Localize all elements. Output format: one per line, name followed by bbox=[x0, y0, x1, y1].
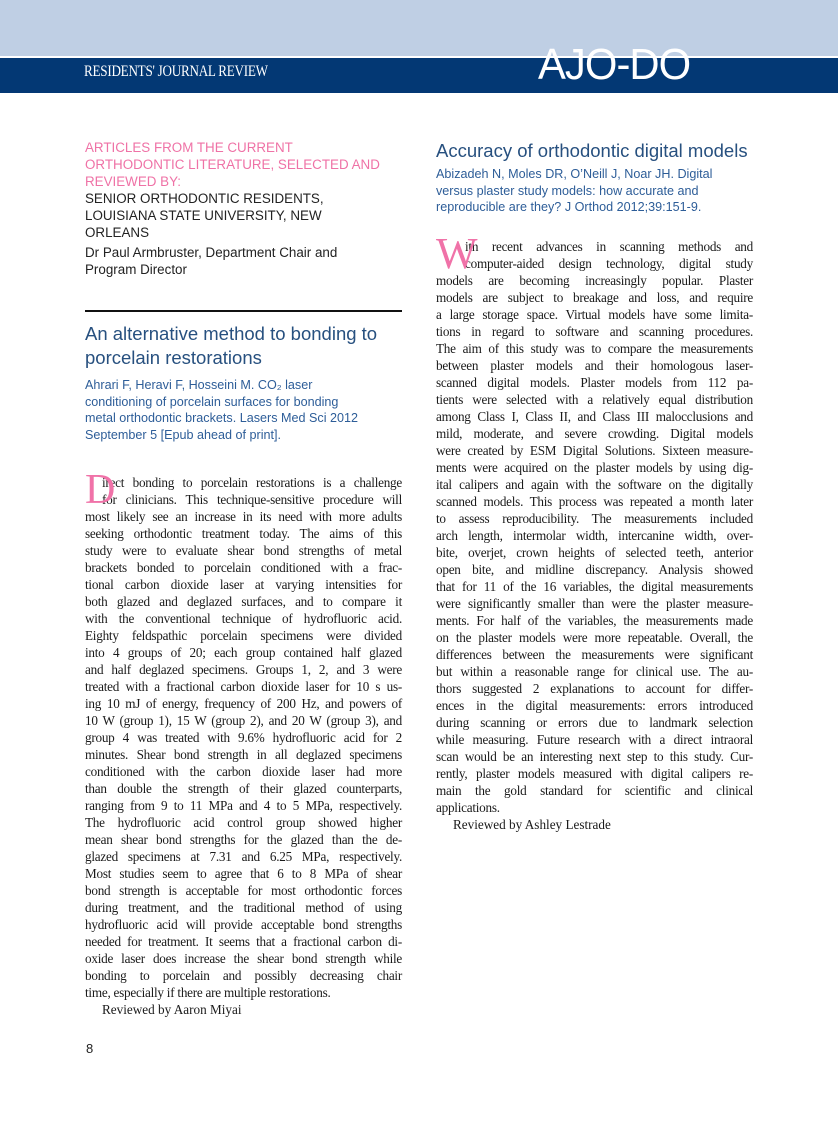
citation-line: Ahrari F, Heravi F, Hosseini M. CO₂ laser bbox=[85, 378, 313, 392]
article-title bbox=[85, 322, 402, 370]
body-line: bonding to porcelain and possibly decreasing chair bbox=[85, 968, 402, 983]
citation-line: September 5 [Epub ahead of print]. bbox=[85, 427, 282, 442]
journal-logo: AJO-DO bbox=[538, 40, 691, 89]
intro-chair bbox=[85, 244, 402, 278]
body-line: group 4 was treated with 9.6% hydrofluoric acid for 2 bbox=[85, 730, 402, 745]
body-line: Most studies seem to agree that 6 to 8 MPa of shear bbox=[85, 866, 402, 881]
body-line: while measuring. Future research with a direct intraoral bbox=[436, 731, 753, 747]
intro-block bbox=[85, 139, 402, 278]
body-line: minutes. Shear bond strength in all deglazed specimens bbox=[85, 747, 402, 762]
article-citation bbox=[436, 166, 753, 216]
article-citation bbox=[85, 377, 402, 443]
body-line: hydrofluoric acid will provide acceptable bond strengths bbox=[85, 917, 402, 932]
body-line: with the conventional technique of hydrofluoric acid. bbox=[85, 611, 402, 626]
body-line: bond strength is acceptable for most orthodontic forces bbox=[85, 883, 402, 898]
body-line: models are subject to breakage and loss, and require bbox=[436, 289, 753, 305]
body-line: scanned digital models. Plaster models from 112 pa- bbox=[436, 374, 753, 390]
body-line: applications. bbox=[436, 799, 500, 815]
body-line: The hydrofluoric acid control group showed higher bbox=[85, 815, 402, 830]
intro-residents-line: SENIOR ORTHODONTIC RESIDENTS, bbox=[85, 191, 324, 206]
body-line: bite, overjet, crown heights of selected teeth, anterior bbox=[436, 544, 753, 560]
body-line: 10 W (group 1), 15 W (group 2), and 20 W (group 3), and bbox=[85, 713, 402, 728]
body-line: The aim of this study was to compare the measurements bbox=[436, 340, 753, 356]
body-line: ences in the digital measurements: errors introduced bbox=[436, 697, 753, 713]
article-title bbox=[436, 139, 753, 163]
body-line: scanned models. This process was repeated a month later bbox=[436, 493, 753, 509]
intro-heading-line: REVIEWED BY: bbox=[85, 174, 181, 189]
body-line: than double the strength of their glazed counterparts, bbox=[85, 781, 402, 796]
body-line: ments. For half of the variables, the measurements made bbox=[436, 612, 753, 628]
intro-chair-line: Program Director bbox=[85, 262, 187, 277]
body-line: brackets bonded to porcelain conditioned with a frac- bbox=[85, 560, 402, 575]
article-body bbox=[85, 467, 402, 1001]
body-line: conditioned with the carbon dioxide laser had more bbox=[85, 764, 402, 779]
body-line: during treatment, and the traditional method of using bbox=[85, 900, 402, 915]
body-line: ments were acquired on the plaster models by using dig- bbox=[436, 459, 753, 475]
body-line: ital calipers and again with the software on the digitally bbox=[436, 476, 753, 492]
body-line: were significantly smaller than were the plaster measure- bbox=[436, 595, 753, 611]
article-2 bbox=[436, 139, 753, 833]
intro-heading-line: ORTHODONTIC LITERATURE, SELECTED AND bbox=[85, 157, 380, 172]
body-line: tions in regard to software and scanning procedures. bbox=[436, 323, 753, 339]
reviewer: Reviewed by Ashley Lestrade bbox=[453, 816, 611, 832]
title-line: porcelain restorations bbox=[85, 347, 262, 368]
intro-residents-line: ORLEANS bbox=[85, 225, 149, 240]
body-line: between plaster models and their homologous laser- bbox=[436, 357, 753, 373]
citation-line: Abizadeh N, Moles DR, O’Neill J, Noar JH. Digital bbox=[436, 167, 713, 181]
drop-cap: D bbox=[85, 467, 116, 513]
intro-residents bbox=[85, 190, 402, 241]
body-line: time, especially if there are multiple restorations. bbox=[85, 985, 331, 1000]
reviewer: Reviewed by Aaron Miyai bbox=[102, 1002, 242, 1017]
header-light-band bbox=[0, 0, 838, 56]
body-line: a large storage space. Virtual models have some limita- bbox=[436, 306, 753, 322]
body-line: main the gold standard for scientific and clinical bbox=[436, 782, 753, 798]
article-1 bbox=[85, 322, 402, 1018]
body-line: tional carbon dioxide laser at varying intensities for bbox=[85, 577, 402, 592]
divider-rule bbox=[85, 310, 402, 312]
intro-heading bbox=[85, 139, 402, 190]
body-line: needed for treatment. It seems that a fractional carbon di- bbox=[85, 934, 402, 949]
body-line: ing 10 mJ of energy, frequency of 200 Hz, and powers of bbox=[85, 696, 402, 711]
body-line: scan would be an interesting next step to this study. Cur- bbox=[436, 748, 753, 764]
body-line: oxide laser does increase the shear bond strength while bbox=[85, 951, 402, 966]
body-line: treated with a fractional carbon dioxide laser for 10 s us- bbox=[85, 679, 402, 694]
body-line: ith recent advances in scanning methods and bbox=[465, 238, 753, 254]
title-line: An alternative method to bonding to bbox=[85, 323, 378, 344]
body-line: mild, moderate, and severe crowding. Digital models bbox=[436, 425, 753, 441]
title-line: Accuracy of orthodontic digital models bbox=[436, 140, 748, 161]
body-line: models are becoming increasingly popular. Plaster bbox=[436, 272, 753, 288]
citation-line: conditioning of porcelain surfaces for bonding bbox=[85, 394, 339, 409]
body-line: seeking orthodontic treatment today. The aims of this bbox=[85, 526, 402, 541]
body-line: glazed specimens at 7.31 and 6.25 MPa, respectively. bbox=[85, 849, 402, 864]
body-line: study were to evaluate shear bond strengths of metal bbox=[85, 543, 402, 558]
body-line: were created by ESM Digital Solutions. Sixteen measure- bbox=[436, 442, 753, 458]
body-line: on the plaster models were more repeatable. Overall, the bbox=[436, 629, 753, 645]
citation-line: reproducible are they? J Orthod 2012;39:151-9. bbox=[436, 200, 702, 214]
intro-residents-line: LOUISIANA STATE UNIVERSITY, NEW bbox=[85, 208, 322, 223]
citation-line: versus plaster study models: how accurate and bbox=[436, 183, 699, 198]
article-body bbox=[436, 228, 753, 816]
section-title: RESIDENTS' JOURNAL REVIEW bbox=[84, 63, 268, 80]
body-line: to assess reproducibility. The measurements included bbox=[436, 510, 753, 526]
body-line: among Class I, Class II, and Class III malocclusions and bbox=[436, 408, 753, 424]
body-line: computer-aided design technology, digital study bbox=[465, 255, 753, 271]
body-line: and half deglazed specimens. Groups 1, 2, and 3 were bbox=[85, 662, 402, 677]
body-line: that for 11 of the 16 variables, the digital measurements bbox=[436, 578, 753, 594]
body-line: most likely see an increase in its need with more adults bbox=[85, 509, 402, 524]
body-line: both glazed and deglazed surfaces, and to compare it bbox=[85, 594, 402, 609]
body-line: thors suggested 2 explanations to account for differ- bbox=[436, 680, 753, 696]
body-line: irect bonding to porcelain restorations is a challenge bbox=[102, 475, 402, 490]
body-line: mean shear bond strengths for the glazed than the de- bbox=[85, 832, 402, 847]
drop-cap: W bbox=[436, 228, 478, 278]
body-line: rently, plaster models measured with digital calipers re- bbox=[436, 765, 753, 781]
body-line: but within a reasonable range for clinical use. The au- bbox=[436, 663, 753, 679]
page-number: 8 bbox=[86, 1041, 94, 1056]
body-line: during scanning or errors due to landmark selection bbox=[436, 714, 753, 730]
body-line: ranging from 9 to 11 MPa and 4 to 5 MPa, respectively. bbox=[85, 798, 402, 813]
intro-heading-line: ARTICLES FROM THE CURRENT bbox=[85, 140, 293, 155]
body-line: Eighty feldspathic porcelain specimens were divided bbox=[85, 628, 402, 643]
body-line: for clinicians. This technique-sensitive procedure will bbox=[102, 492, 402, 507]
body-line: into 4 groups of 20; each group contained half glazed bbox=[85, 645, 402, 660]
body-line: tients were selected with a relatively equal distribution bbox=[436, 391, 753, 407]
citation-line: metal orthodontic brackets. Lasers Med Sci 2012 bbox=[85, 411, 359, 425]
body-line: open bite, and midline discrepancy. Analysis showed bbox=[436, 561, 753, 577]
body-line: differences between the measurements were significant bbox=[436, 646, 753, 662]
body-line: arch length, intermolar width, intercanine width, over- bbox=[436, 527, 753, 543]
intro-chair-line: Dr Paul Armbruster, Department Chair and bbox=[85, 245, 338, 260]
